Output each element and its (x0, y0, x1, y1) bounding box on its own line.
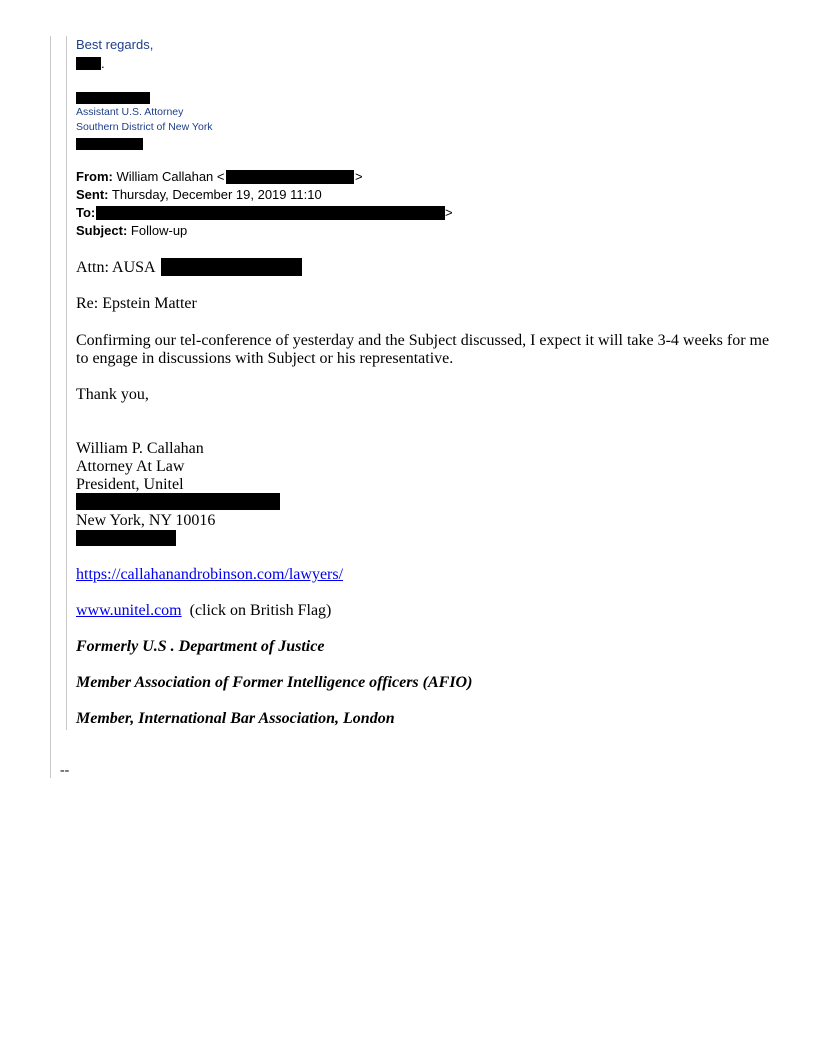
signature-separator: -- (60, 763, 70, 778)
redaction-to-email (96, 206, 445, 220)
to-line (76, 205, 95, 220)
to-close: > (445, 205, 453, 220)
unitel-note: (click on British Flag) (189, 602, 332, 619)
redaction-ausa-name (161, 258, 302, 276)
signature-company: President, Unitel (76, 476, 184, 493)
best-regards-text: Best regards, (76, 37, 154, 52)
redaction-sender-initials (76, 57, 101, 70)
body-paragraph-line1: Confirming our tel-conference of yesterday and the Subject discussed, I expect it will take 3-4 weeks for me (76, 332, 770, 349)
subject-line (76, 223, 187, 238)
sent-line (76, 187, 322, 202)
initials-period: . (101, 56, 105, 71)
credential-afio: Member Association of Former Intelligence officers (AFIO) (76, 674, 473, 691)
credential-iba: Member, International Bar Association, London (76, 710, 395, 727)
redaction-sender-contact (76, 138, 143, 150)
sender-title: Assistant U.S. Attorney (76, 106, 184, 118)
signature-role: Attorney At Law (76, 458, 185, 475)
sent-value: Thursday, December 19, 2019 11:10 (111, 187, 322, 202)
redaction-street-address (76, 493, 280, 510)
from-value: William Callahan < (116, 169, 225, 184)
unitel-line (76, 602, 331, 620)
from-close: > (355, 169, 363, 184)
link-callahan-line (76, 566, 343, 584)
from-label: From: (76, 169, 113, 184)
unitel-link[interactable]: www.unitel.com (76, 602, 182, 619)
to-label: To: (76, 205, 96, 220)
sent-label: Sent: (76, 187, 109, 202)
thank-you: Thank you, (76, 386, 149, 403)
redaction-phone (76, 530, 176, 546)
re-line: Re: Epstein Matter (76, 295, 197, 312)
inner-quote-bar (66, 36, 67, 730)
signature-city: New York, NY 10016 (76, 512, 216, 529)
credential-doj: Formerly U.S . Department of Justice (76, 638, 325, 655)
callahan-link[interactable]: https://callahanandrobinson.com/lawyers/ (76, 566, 344, 583)
attn-line: Attn: AUSA (76, 259, 156, 276)
redaction-sender-name (76, 92, 150, 104)
sender-office: Southern District of New York (76, 121, 213, 133)
redaction-from-email (226, 170, 354, 184)
outer-quote-bar (50, 36, 51, 778)
from-line (76, 169, 224, 184)
signature-name: William P. Callahan (76, 440, 204, 457)
subject-label: Subject: (76, 223, 128, 238)
body-paragraph-line2: to engage in discussions with Subject or his representative. (76, 350, 454, 367)
subject-value: Follow-up (130, 223, 188, 238)
